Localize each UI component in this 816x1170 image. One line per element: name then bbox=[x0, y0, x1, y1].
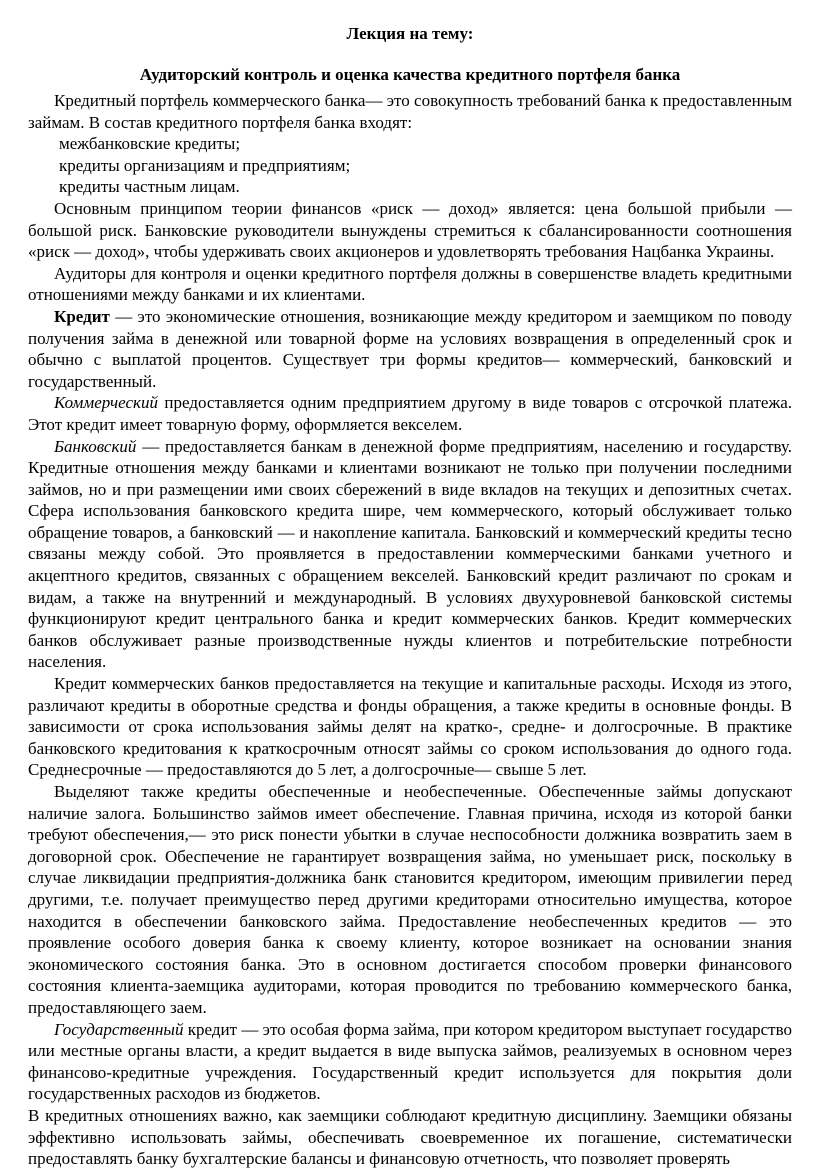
paragraph-intro: Кредитный портфель коммерческого банка— это совокупность требований банка к предоставленным займам. В состав кредитного портфеля банка входят: bbox=[28, 91, 792, 132]
portfolio-item-organizations: кредиты организациям и предприятиям; bbox=[59, 155, 351, 175]
credit-definition: — это экономические отношения, возникающие между кредитором и заемщиком по поводу получения займа в денежной или товарной форме на условиях возвращения в определенный срок и обычно с выплатой процентов. Существует три формы кредитов— коммерческий, банковский и государственный. bbox=[28, 306, 792, 391]
portfolio-item-private: кредиты частным лицам. bbox=[59, 177, 240, 197]
paragraph-secured-loans: Выделяют также кредиты обеспеченные и необеспеченные. Обеспеченные займы допускают наличие залога. Большинство займов имеет обеспечение. Главная причина, исходя из которой банки требуют обеспечения,— это риск понести убытки в случае неспособности должника возвратить заем в договорной срок. Обеспечение не гарантирует возвращения займа, но уменьшает риск, поскольку в случае ликвидации предприятия-должника банк становится кредитором, имеющим привилегии перед другими, т.е. получает преимущество перед другими кредиторами относительно имущества, которое находится в обеспечении банковского займа. Предоставление необеспеченных кредитов — это проявление особого доверия банка к своему клиенту, которое возникает на основании знания экономического состояния банка. Это в основном достигается способом проверки финансового состояния клиента-заемщика аудиторами, которая проводится по требованию коммерческого банка, предоставляющего заем. bbox=[28, 782, 792, 1017]
commercial-term: Коммерческий bbox=[54, 393, 158, 413]
commercial-definition: предоставляется одним предприятием другому в виде товаров с отсрочкой платежа. Этот кредит имеет товарную форму, оформляется векселем. bbox=[28, 393, 792, 434]
state-definition: кредит — это особая форма займа, при котором кредитором выступает государство или местные органы власти, а кредит выдается в виде выпуска займов, реализуемых в основном через финансово-кредитные учреждения. Государственный кредит используется для покрытия доли государственных расходов из бюджетов. bbox=[28, 1019, 792, 1104]
bank-term: Банковский bbox=[54, 436, 137, 456]
portfolio-item-interbank: межбанковские кредиты; bbox=[59, 134, 241, 154]
paragraph-commercial-credit bbox=[28, 392, 792, 435]
document-page bbox=[28, 22, 792, 1170]
paragraph-auditors: Аудиторы для контроля и оценки кредитного портфеля должны в совершенстве владеть кредитными отношениями между банками и их клиентами. bbox=[28, 263, 792, 305]
paragraph-principle: Основным принципом теории финансов «риск — доход» является: цена большой прибыли — большой риск. Банковские руководители вынуждены стремиться к сбалансированности соотношения «риск — доход», чтобы удерживать своих акционеров и удовлетворять требования Нацбанка Украины. bbox=[28, 198, 792, 262]
bank-definition: — предоставляется банкам в денежной форме предприятиям, населению и государству. Кредитные отношения между банками и клиентами возникают не только при получении последними займов, но и при размещении ими своих сбережений в виде вкладов на текущих и депозитных счетах. Сфера использования банковского кредита шире, чем коммерческого, который обслуживает только обращение товаров, а банковский — и накопление капитала. Банковский и коммерческий кредиты тесно связаны между собой. Это проявляется в предоставлении коммерческими банками учетного и акцептного кредитов, связанных с обращением векселей. Банковский кредит различают по срокам и видам, а также на внутренний и международный. В условиях двухуровневой банковской системы функционируют кредит центрального банка и кредит коммерческих банков. Кредит коммерческих банков обслуживает разные производственные нужды клиентов и потребительские потребности населения. bbox=[28, 436, 792, 672]
paragraph-credit-discipline: В кредитных отношениях важно, как заемщики соблюдают кредитную дисциплину. Заемщики обязаны эффективно использовать займы, обеспечивать своевременное их погашение, систематически предоставлять банку бухгалтерские балансы и финансовую отчетность, что позволяет проверять bbox=[28, 1105, 792, 1169]
paragraph-credit-definition bbox=[28, 306, 792, 392]
paragraph-bank-credit bbox=[28, 436, 792, 674]
document-title: Аудиторский контроль и оценка качества кредитного портфеля банка bbox=[139, 65, 681, 84]
paragraph-commercial-banks: Кредит коммерческих банков предоставляется на текущие и капитальные расходы. Исходя из этого, различают кредиты в оборотные средства и фонды обращения, а также кредиты в основные фонды. В зависимости от срока использования займы делят на кратко-, средне- и долгосрочные. В практике банковского кредитования к краткосрочным относят займы со сроком использования до одного года. Среднесрочные — предоставляются до 5 лет, а долгосрочные— свыше 5 лет. bbox=[28, 674, 792, 780]
lecture-heading: Лекция на тему: bbox=[346, 24, 474, 43]
credit-term: Кредит bbox=[54, 306, 110, 326]
state-term: Государственный bbox=[54, 1019, 184, 1039]
